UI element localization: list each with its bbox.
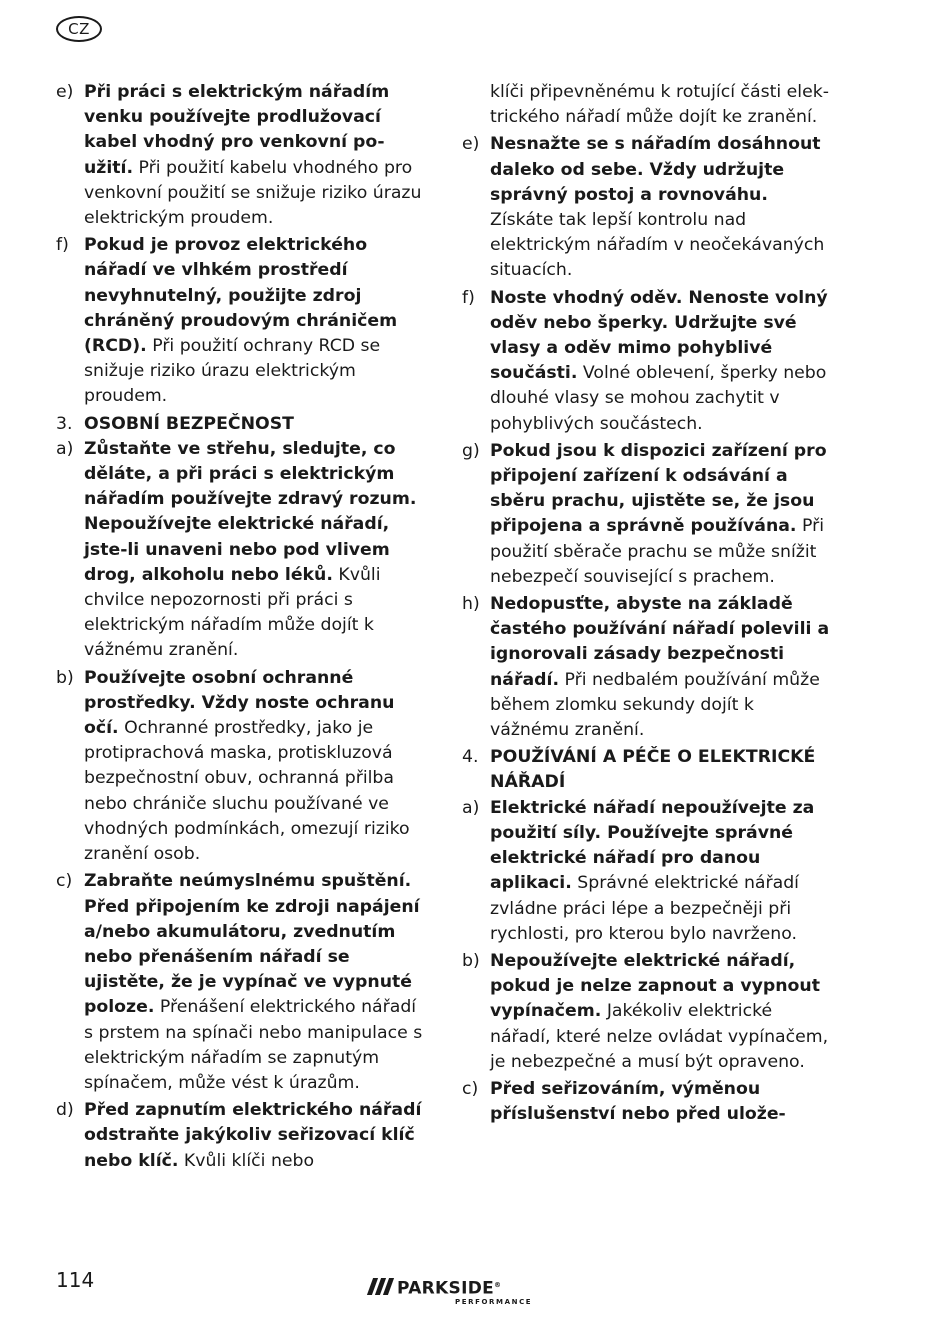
item-bold-text: Zůstaňte ve střehu, sledujte, co děláte, a při práci s elektrickým nářadím používejte zdravý rozum. Nepoužívejte elektrické nářadí, jste-li unaveni nebo pod vlivem drog, alkoholu nebo léků.	[84, 438, 417, 585]
list-item-d	[56, 1098, 424, 1174]
brand-logo	[370, 1276, 532, 1307]
item-bold-text: Elektrické nářadí nepoužívejte za použití síly. Používejte správné elektrické nářadí pro danou aplikaci.	[490, 797, 815, 894]
item-marker: a)	[56, 438, 74, 459]
list-item-c	[462, 1077, 834, 1127]
list-item-b	[462, 949, 834, 1075]
item-bold-text: Nedopusťte, abyste na základě častého používání nářadí polevili a ignorovali zásady bezpečnosti nářadí.	[490, 594, 830, 690]
list-item-e	[462, 132, 834, 283]
list-item-a	[462, 796, 834, 947]
item-marker: f)	[462, 287, 475, 308]
item-text: Při nedbalém používání může během zlomku sekundy dojít k vážnému zranění.	[490, 669, 820, 741]
item-marker: b)	[462, 950, 480, 971]
brand-subtitle: PERFORMANCE	[455, 1297, 533, 1306]
page-number: 114	[56, 1268, 95, 1292]
list-item-c	[56, 869, 424, 1096]
item-bold-text: Používejte osobní ochranné prostředky. Vždy noste ochranu očí.	[84, 667, 395, 739]
item-bold-text: Při práci s elektrickým nářadím venku používejte prodlužovací kabel vhodný pro venkovní použití.	[84, 82, 390, 178]
item-bold-text: Před zapnutím elektrického nářadí odstraňte jakýkoliv seřizovací klíč nebo klíč.	[84, 1100, 422, 1171]
item-marker: b)	[56, 667, 74, 688]
brand-slashes-icon	[370, 1278, 391, 1295]
item-bold-text: Noste vhodný oděv. Nenoste volný oděv nebo šperky. Udržujte své vlasy a oděv mimo pohyblivé součásti.	[490, 287, 828, 384]
section-heading-4	[462, 745, 834, 795]
item-text: Kvůli klíči nebo	[178, 1150, 315, 1171]
list-item-h	[462, 592, 834, 743]
item-bold-text: Pokud je provoz elektrického nářadí ve vlhkém prostředí nevyhnutelný, použijte zdroj chráněný proudovým chráničem (RCD).	[84, 235, 398, 357]
item-text: Volné oblечеní, šperky nebo dlouhé vlasy se mohou zachytit v pohyblivých součástech.	[490, 363, 827, 434]
item-marker: e)	[462, 134, 480, 155]
section-number: 4.	[462, 747, 479, 768]
item-bold-text: Před seřizováním, výměnou příslušenství nebo před ulože-	[490, 1078, 786, 1125]
item-marker: c)	[462, 1078, 479, 1099]
item-text: Ochranné prostředky, jako je protiprachová maska, protiskluzová bezpečnostní obuv, ochranná přilba nebo chrániče sluchu používané ve vhodných podmínkách, omezují riziko zranění osob.	[84, 718, 410, 865]
item-marker: g)	[462, 440, 480, 461]
item-text: Jakékoliv elektrické nářadí, které nelze ovládat vypínačem, je nebezpečné a musí být opraveno.	[490, 1001, 829, 1072]
list-item-f	[462, 286, 834, 437]
item-text: Přenášení elektrického nářadí s prstem na spínači nebo manipulace s elektrickým nářadím se zapnutým spínačem, může vést k úrazům.	[84, 997, 423, 1093]
item-text: Při použití ochrany RCD se snižuje riziko úrazu elektrickým proudem.	[84, 336, 381, 407]
item-bold-text: Nesnažte se s nářadím dosáhnout daleko od sebe. Vždy udržujte správný postoj a rovnováhu.	[490, 134, 821, 205]
item-bold-text: Nepoužívejte elektrické nářadí, pokud je nelze zapnout a vypnout vypínačem.	[490, 950, 820, 1022]
item-bold-text: Pokud jsou k dispozici zařízení pro připojení zařízení k odsávání a sběru prachu, ujistěte se, že jsou připojena a správně používána.	[490, 440, 827, 537]
item-text: Kvůli chvilce nepozornosti při práci s elektrickým nářadím může dojít k vážnému zranění.	[84, 564, 381, 661]
list-item-f	[56, 233, 424, 409]
list-item-a	[56, 437, 424, 664]
item-text: Při použití kabelu vhodného pro venkovní použití se snižuje riziko úrazu elektrickým proudem.	[84, 157, 422, 229]
item-marker: a)	[462, 797, 480, 818]
item-bold-text: Zabraňte neúmyslnému spuštění. Před připojením ke zdroji napájení a/nebo akumulátoru, zvednutím nebo přenášením nářadí se ujistěte, že je vypínač ve vypnuté poloze.	[84, 871, 420, 1018]
section-heading-3	[56, 412, 424, 437]
registered-mark: ®	[494, 1281, 502, 1289]
left-column	[56, 80, 424, 1176]
item-text: Správné elektrické nářadí zvládne práci lépe a bezpečněji při rychlosti, pro kterou bylo navrženo.	[490, 873, 799, 944]
section-number: 3.	[56, 413, 73, 434]
item-marker: e)	[56, 82, 74, 102]
list-item-b	[56, 666, 424, 868]
item-text: Získáte tak lepší kontrolu nad elektrickým nářadím v neočekávaných situacích.	[490, 210, 825, 281]
continued-text: klíči připevněnému k rotující části elektrického nářadí může dojít ke zranění.	[490, 82, 829, 128]
item-marker: h)	[462, 594, 480, 615]
item-marker: f)	[56, 235, 69, 256]
brand-name: PARKSIDE	[397, 1278, 495, 1299]
item-marker: c)	[56, 871, 73, 892]
section-title: POUŽÍVÁNÍ A PÉČE O ELEKTRICKÉ NÁŘADÍ	[490, 747, 816, 793]
item-text: Při použití sběrače prachu se může snížit nebezpečí související s prachem.	[490, 516, 825, 587]
list-item-e	[56, 80, 424, 231]
item-marker: d)	[56, 1100, 74, 1121]
right-column	[462, 80, 834, 1129]
list-item-g	[462, 439, 834, 590]
language-badge: CZ	[56, 16, 102, 42]
brand-name-wrap	[397, 1276, 532, 1298]
section-title: OSOBNÍ BEZPEČNOST	[84, 413, 294, 434]
